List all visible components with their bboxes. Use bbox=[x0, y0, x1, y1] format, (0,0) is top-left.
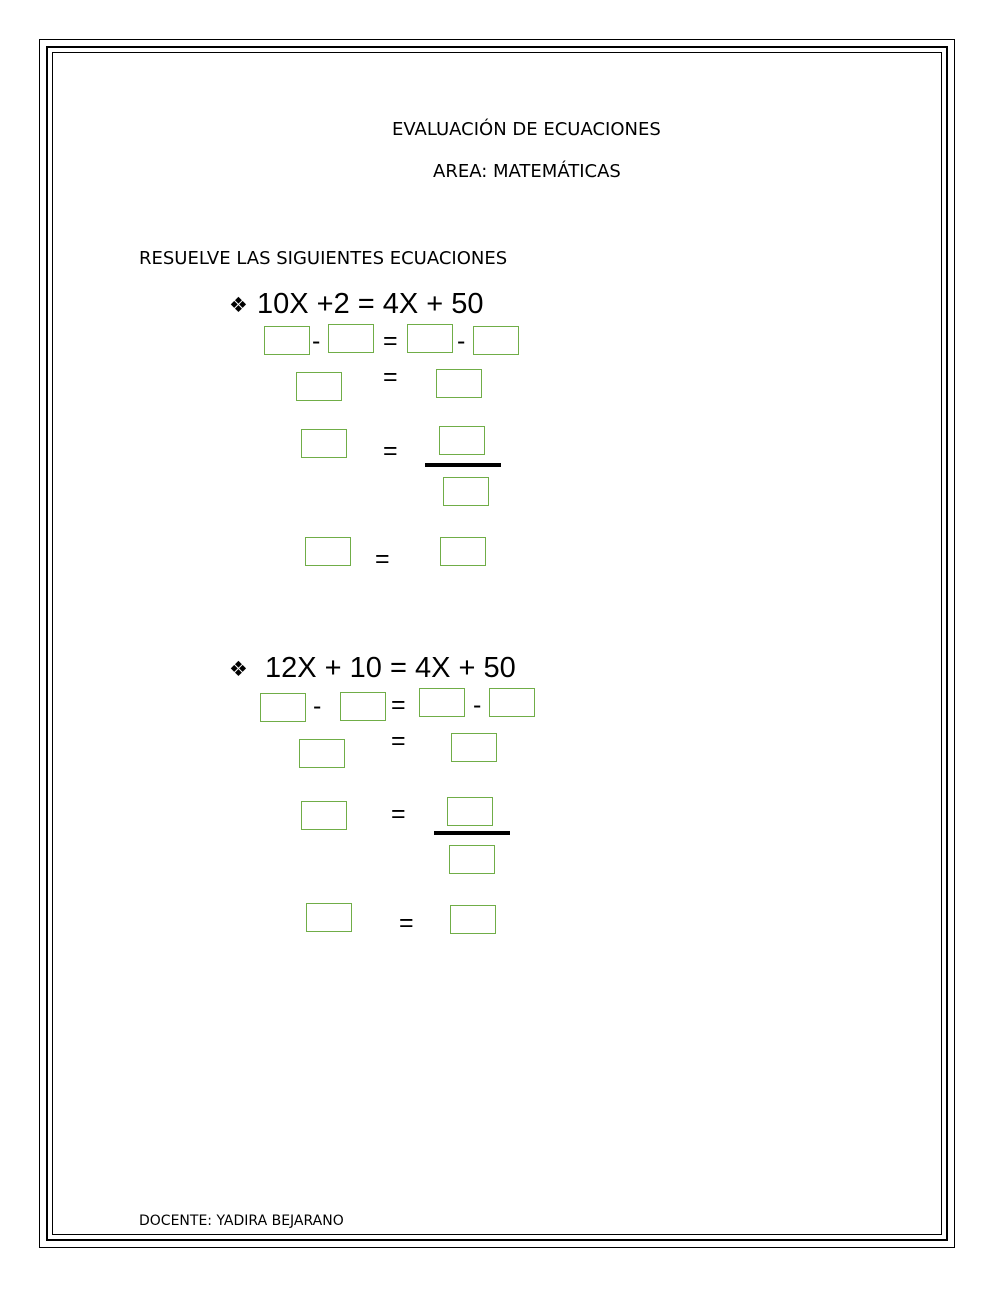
minus-sign: - bbox=[313, 692, 322, 720]
equals-sign: = bbox=[391, 800, 406, 828]
fraction-bar bbox=[434, 831, 510, 835]
eq2-step3-left-input[interactable] bbox=[301, 801, 347, 830]
minus-sign: - bbox=[457, 327, 466, 355]
eq1-step1-right-term-input[interactable] bbox=[407, 324, 453, 353]
bullet-diamond-icon: ❖ bbox=[229, 657, 248, 681]
eq1-step3-left-input[interactable] bbox=[301, 429, 347, 458]
eq2-step3-denominator-input[interactable] bbox=[449, 845, 495, 874]
eq1-step1-left-subtract-input[interactable] bbox=[328, 324, 374, 353]
eq1-step2-right-input[interactable] bbox=[436, 369, 482, 398]
eq2-step1-right-term-input[interactable] bbox=[419, 688, 465, 717]
eq1-result-value-input[interactable] bbox=[440, 537, 486, 566]
eq2-step1-right-subtract-input[interactable] bbox=[489, 688, 535, 717]
equation-2: 12X + 10 = 4X + 50 bbox=[265, 652, 516, 684]
equals-sign: = bbox=[383, 327, 398, 355]
fraction-bar bbox=[425, 463, 501, 467]
eq1-step1-left-term-input[interactable] bbox=[264, 326, 310, 355]
instructions: RESUELVE LAS SIGUIENTES ECUACIONES bbox=[139, 248, 508, 269]
document-title: EVALUACIÓN DE ECUACIONES bbox=[392, 119, 661, 140]
page-border-inner bbox=[52, 52, 942, 1235]
equals-sign: = bbox=[383, 363, 398, 391]
eq2-step3-numerator-input[interactable] bbox=[447, 797, 493, 826]
equals-sign: = bbox=[391, 691, 406, 719]
eq1-step3-numerator-input[interactable] bbox=[439, 426, 485, 455]
bullet-diamond-icon: ❖ bbox=[229, 293, 248, 317]
equals-sign: = bbox=[375, 545, 390, 573]
eq2-step1-left-term-input[interactable] bbox=[260, 693, 306, 722]
equals-sign: = bbox=[391, 727, 406, 755]
eq2-step2-right-input[interactable] bbox=[451, 733, 497, 762]
equation-1: 10X +2 = 4X + 50 bbox=[257, 288, 484, 320]
eq2-result-variable-input[interactable] bbox=[306, 903, 352, 932]
eq1-step1-right-subtract-input[interactable] bbox=[473, 326, 519, 355]
minus-sign: - bbox=[312, 327, 321, 355]
eq2-result-value-input[interactable] bbox=[450, 905, 496, 934]
subject-area: AREA: MATEMÁTICAS bbox=[433, 161, 621, 182]
minus-sign: - bbox=[473, 691, 482, 719]
eq1-result-variable-input[interactable] bbox=[305, 537, 351, 566]
equals-sign: = bbox=[399, 909, 414, 937]
eq2-step2-left-input[interactable] bbox=[299, 739, 345, 768]
eq1-step3-denominator-input[interactable] bbox=[443, 477, 489, 506]
eq2-step1-left-subtract-input[interactable] bbox=[340, 692, 386, 721]
eq1-step2-left-input[interactable] bbox=[296, 372, 342, 401]
equals-sign: = bbox=[383, 437, 398, 465]
teacher-footer: DOCENTE: YADIRA BEJARANO bbox=[139, 1213, 344, 1229]
